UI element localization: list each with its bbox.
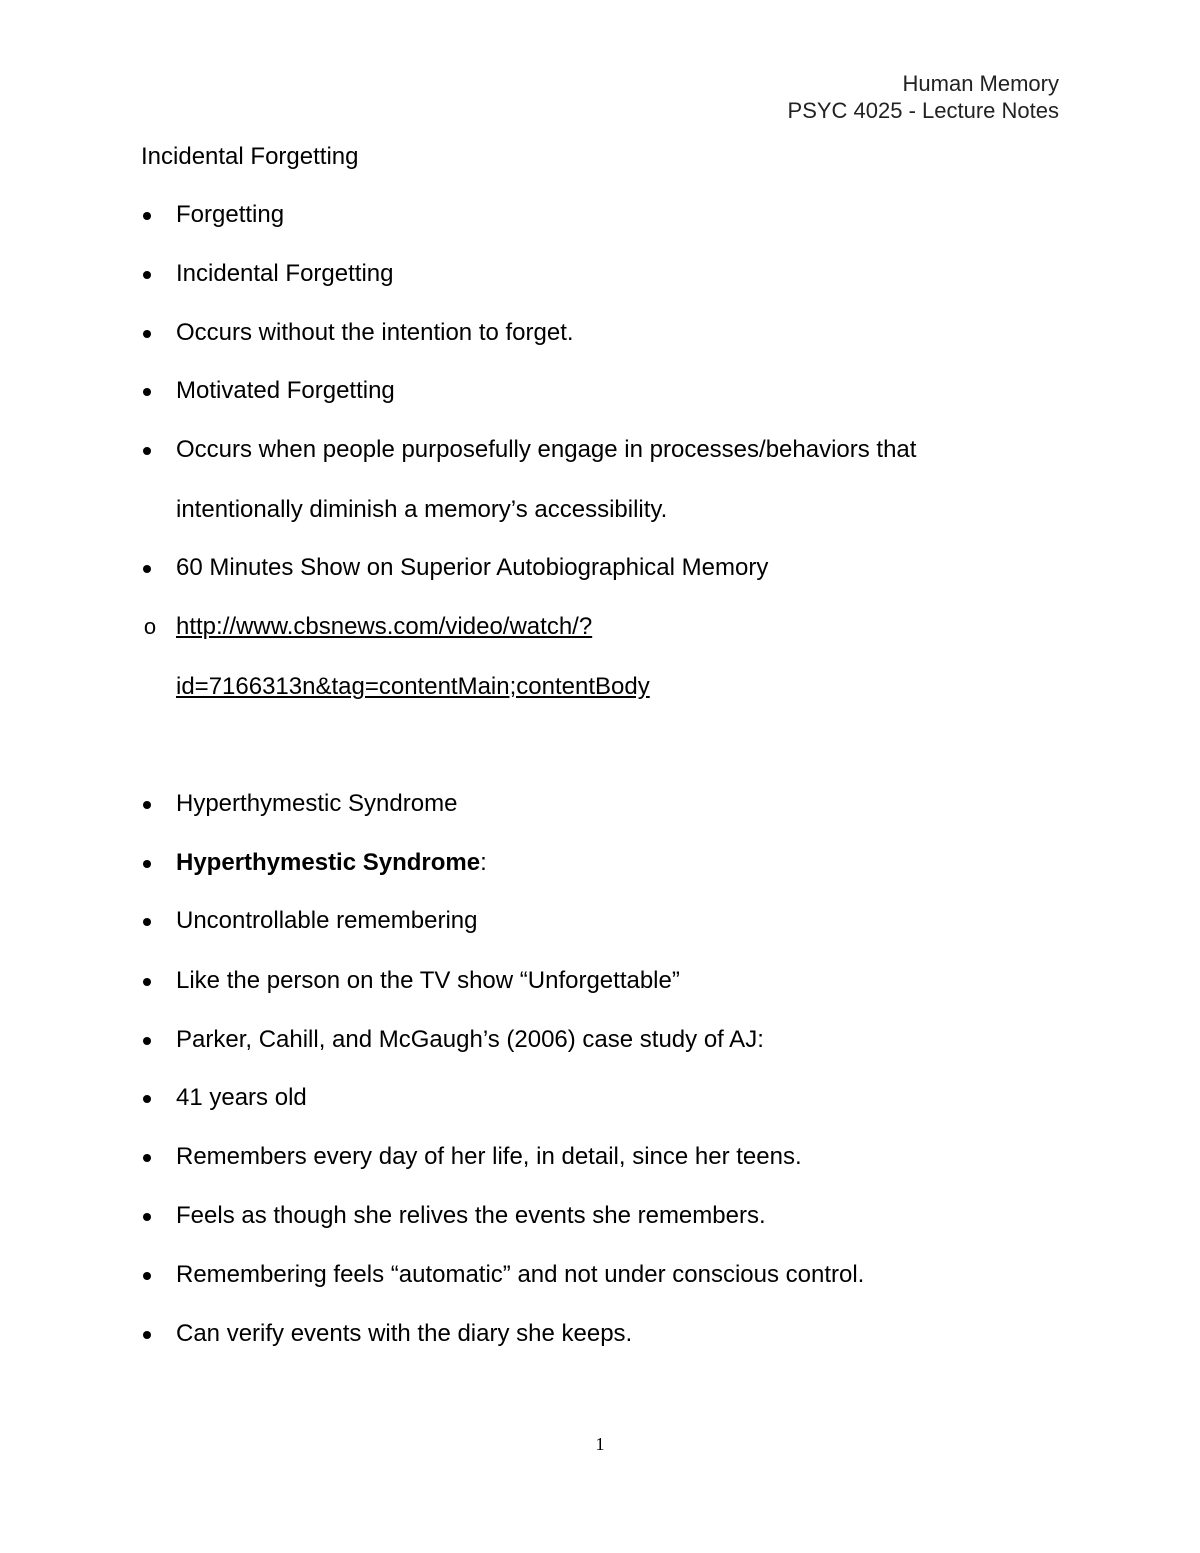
bullet-icon — [143, 388, 151, 396]
hollow-bullet-icon: o — [143, 614, 157, 639]
list-item-continuation: intentionally diminish a memory’s accessibility. — [176, 496, 668, 523]
term-colon: : — [480, 849, 487, 876]
page-number: 1 — [595, 1434, 605, 1454]
bullet-icon — [143, 918, 151, 926]
video-link[interactable]: http://www.cbsnews.com/video/watch/? — [176, 613, 593, 640]
bullet-icon — [143, 860, 151, 868]
list-item-text: Like the person on the TV show “Unforgettable” — [176, 967, 680, 994]
header-course-code: PSYC 4025 - Lecture Notes — [787, 98, 1059, 123]
bullet-icon — [143, 1154, 151, 1162]
list-item-text: 41 years old — [176, 1084, 307, 1111]
term-bold: Hyperthymestic Syndrome — [176, 849, 481, 876]
header-course-name: Human Memory — [902, 71, 1059, 96]
bullet-icon — [143, 1331, 151, 1339]
list-item-text: Occurs when people purposefully engage in processes/behaviors that — [176, 436, 917, 463]
page-header — [788, 70, 1059, 124]
list-item-text: Remembers every day of her life, in detail, since her teens. — [176, 1143, 802, 1170]
bullet-icon — [143, 271, 151, 279]
bullet-icon — [143, 1213, 151, 1221]
bullet-icon — [143, 801, 151, 809]
list-item-text: 60 Minutes Show on Superior Autobiographical Memory — [176, 554, 769, 581]
bullet-icon — [143, 565, 151, 573]
list-item-text: Forgetting — [176, 201, 285, 228]
list-item-text: Uncontrollable remembering — [176, 907, 478, 934]
list-item-text: Motivated Forgetting — [176, 377, 395, 404]
bullet-icon — [143, 1272, 151, 1280]
bullet-icon — [143, 1095, 151, 1103]
video-link-continuation[interactable]: id=7166313n&tag=contentMain;contentBody — [176, 673, 650, 700]
list-item-text: Occurs without the intention to forget. — [176, 319, 574, 346]
list-item-text: Hyperthymestic Syndrome — [176, 790, 458, 817]
list-item-text: Incidental Forgetting — [176, 260, 394, 287]
list-item-text: Remembering feels “automatic” and not under conscious control. — [176, 1261, 865, 1288]
list-item-text: Can verify events with the diary she keeps. — [176, 1320, 633, 1347]
section-title: Incidental Forgetting — [141, 143, 359, 170]
bullet-icon — [143, 330, 151, 338]
bullet-icon — [143, 978, 151, 986]
bullet-icon — [143, 1037, 151, 1045]
bullet-icon — [143, 447, 151, 455]
list-item-text: Parker, Cahill, and McGaugh’s (2006) case study of AJ: — [176, 1026, 764, 1053]
bullet-icon — [143, 212, 151, 220]
list-item-text — [176, 848, 487, 878]
list-item-text: Feels as though she relives the events she remembers. — [176, 1202, 766, 1229]
